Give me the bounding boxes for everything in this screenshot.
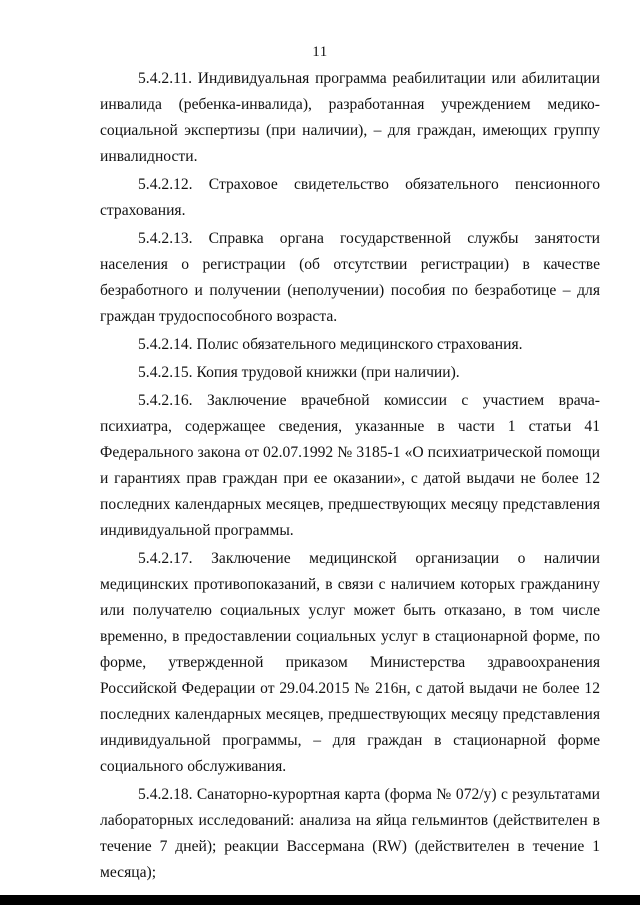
scan-bottom-edge (0, 895, 640, 905)
paragraph-5-4-2-11: 5.4.2.11. Индивидуальная программа реабилитации или абилитации инвалида (ребенка-инвалида), разработанная учреждением медико-социальной экспертизы (при наличии), – для граждан, имеющих группу инвалидности. (100, 70, 600, 165)
page-number: 11 (312, 44, 328, 60)
paragraph-5-4-2-15: 5.4.2.15. Копия трудовой книжки (при наличии). (138, 364, 460, 381)
document-body (100, 66, 600, 886)
paragraph-5-4-2-12: 5.4.2.12. Страховое свидетельство обязательного пенсионного страхования. (100, 176, 600, 219)
paragraph-5-4-2-17: 5.4.2.17. Заключение медицинской организации о наличии медицинских противопоказаний, в связи с наличием которых гражданину или получателю социальных услуг может быть отказано, в том числе временно, в предоставлении социальных услуг в стационарной форме, по форме, утвержденной приказом Министерства здравоохранения Российской Федерации от 29.04.2015 № 216н, с датой выдачи не более 12 последних календарных месяцев, предшествующих месяцу представления индивидуальной программы, – для граждан в стационарной форме социального обслуживания. (100, 550, 600, 775)
paragraph-5-4-2-13: 5.4.2.13. Справка органа государственной службы занятости населения о регистрации (об отсутствии регистрации) в качестве безработного и получении (неполучении) пособия по безработице – для граждан трудоспособного возраста. (100, 230, 600, 325)
paragraph-5-4-2-14: 5.4.2.14. Полис обязательного медицинского страхования. (138, 336, 523, 353)
paragraph-5-4-2-16: 5.4.2.16. Заключение врачебной комиссии с участием врача-психиатра, содержащее сведения, указанные в части 1 статьи 41 Федерального закона от 02.07.1992 № 3185-1 «О психиатрической помощи и гарантиях прав граждан при ее оказании», с датой выдачи не более 12 последних календарных месяцев, предшествующих месяцу представления индивидуальной программы. (100, 392, 600, 539)
paragraph-5-4-2-18: 5.4.2.18. Санаторно-курортная карта (форма № 072/у) с результатами лабораторных исследований: анализа на яйца гельминтов (действителен в течение 7 дней); реакции Вассермана (RW) (действителен в течение 1 месяца); (100, 786, 600, 881)
